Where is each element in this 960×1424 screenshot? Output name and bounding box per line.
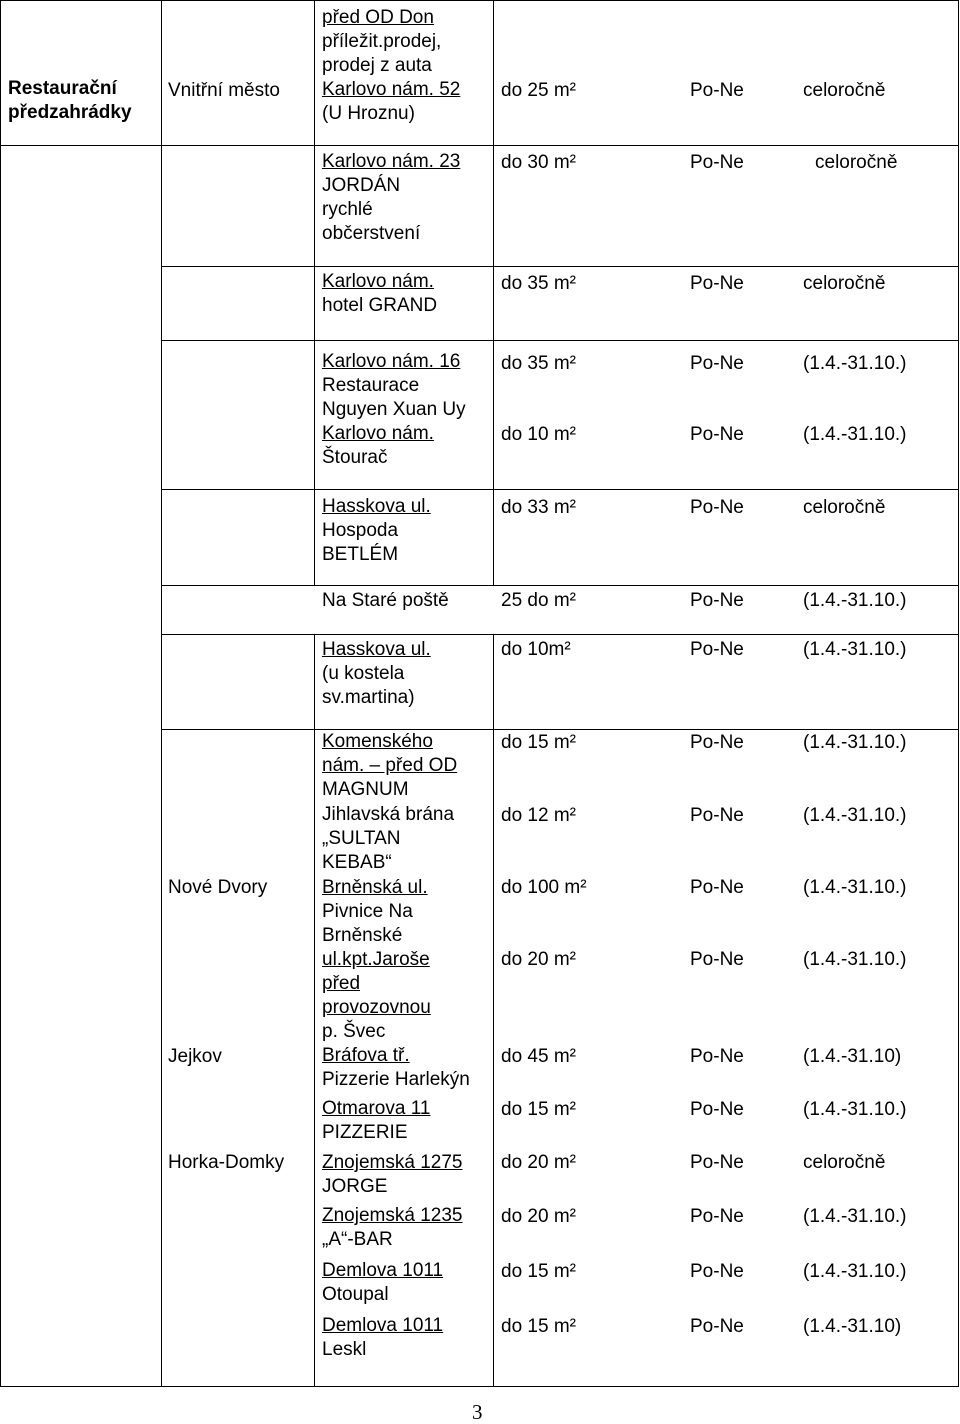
category-row-bottom <box>0 145 161 146</box>
period-cell: (1.4.-31.10.) <box>803 1261 907 1282</box>
area-cell: do 15 m² <box>501 1261 576 1282</box>
col-divider-2b <box>314 634 315 1387</box>
area-cell: do 100 m² <box>501 877 587 898</box>
place-line: Bráfova tř. <box>322 1045 410 1066</box>
area-cell: do 45 m² <box>501 1046 576 1067</box>
table-top-border <box>0 0 959 1</box>
place-line: Otoupal <box>322 1284 389 1305</box>
place-line: Otmarova 11 <box>322 1098 431 1119</box>
days-cell: Po-Ne <box>690 590 744 611</box>
place-line: Karlovo nám. 23 <box>322 151 461 172</box>
days-cell: Po-Ne <box>690 1261 744 1282</box>
place-line: prodej z auta <box>322 55 432 76</box>
area-cell: do 20 m² <box>501 1206 576 1227</box>
place-line: nám. – před OD <box>322 755 458 776</box>
place-line: Znojemská 1235 <box>322 1205 463 1226</box>
district-label: Horka-Domky <box>168 1152 285 1173</box>
period-cell: (1.4.-31.10.) <box>803 424 907 445</box>
days-cell: Po-Ne <box>690 353 744 374</box>
period-cell: celoročně <box>803 80 886 101</box>
place-line: „A“-BAR <box>322 1229 393 1250</box>
place-line: Leskl <box>322 1339 367 1360</box>
place-line: příležit.prodej, <box>322 31 442 52</box>
category-label: Restaurační <box>8 78 117 99</box>
days-cell: Po-Ne <box>690 80 744 101</box>
place-line: Brněnské <box>322 925 403 946</box>
row-line <box>161 340 959 341</box>
place-line: Nguyen Xuan Uy <box>322 399 466 420</box>
district-label: Nové Dvory <box>168 877 268 898</box>
days-cell: Po-Ne <box>690 1316 744 1337</box>
period-cell: (1.4.-31.10.) <box>803 732 907 753</box>
place-line: (u kostela <box>322 663 405 684</box>
area-cell: do 25 m² <box>501 80 576 101</box>
days-cell: Po-Ne <box>690 424 744 445</box>
period-cell: celoročně <box>803 1152 886 1173</box>
place-line: rychlé <box>322 199 373 220</box>
place-line: ul.kpt.Jaroše <box>322 949 430 970</box>
row-line <box>161 585 959 586</box>
row-line <box>161 266 959 267</box>
place-line: Karlovo nám. <box>322 271 434 292</box>
place-line: Štourač <box>322 447 388 468</box>
area-cell: do 15 m² <box>501 1316 576 1337</box>
area-cell: do 20 m² <box>501 1152 576 1173</box>
place-line: JORGE <box>322 1176 388 1197</box>
period-cell: (1.4.-31.10) <box>803 1046 902 1067</box>
place-line: hotel GRAND <box>322 295 438 316</box>
place-line: Hasskova ul. <box>322 639 431 660</box>
area-cell: do 30 m² <box>501 152 576 173</box>
place-line: sv.martina) <box>322 687 415 708</box>
place-line: Hasskova ul. <box>322 496 431 517</box>
place-line: Hospoda <box>322 520 399 541</box>
days-cell: Po-Ne <box>690 639 744 660</box>
col-divider-3b <box>493 634 494 1387</box>
place-line: před OD Don <box>322 7 434 28</box>
row-line <box>161 634 959 635</box>
period-cell: (1.4.-31.10.) <box>803 590 907 611</box>
place-line: Demlova 1011 <box>322 1315 444 1336</box>
page-number: 3 <box>472 1400 483 1424</box>
place-line: před <box>322 973 361 994</box>
district-label: Vnitřní město <box>168 80 280 101</box>
days-cell: Po-Ne <box>690 152 744 173</box>
place-line: Karlovo nám. <box>322 423 434 444</box>
place-line: KEBAB“ <box>322 852 392 873</box>
place-line: Brněnská ul. <box>322 877 428 898</box>
area-cell: do 10 m² <box>501 424 576 445</box>
place-line: (U Hroznu) <box>322 103 415 124</box>
col-divider-1 <box>161 0 162 1387</box>
period-cell: celoročně <box>803 497 886 518</box>
place-line: BETLÉM <box>322 544 399 565</box>
area-cell: do 15 m² <box>501 1099 576 1120</box>
period-cell: (1.4.-31.10.) <box>803 1206 907 1227</box>
place-line: „SULTAN <box>322 828 401 849</box>
area-cell: do 12 m² <box>501 805 576 826</box>
district-label: Jejkov <box>168 1046 222 1067</box>
place-line: Pizzerie Harlekýn <box>322 1069 470 1090</box>
place-line: Karlovo nám. 16 <box>322 351 461 372</box>
period-cell: (1.4.-31.10.) <box>803 1099 907 1120</box>
place-line: Na Staré poště <box>322 590 449 611</box>
days-cell: Po-Ne <box>690 877 744 898</box>
place-line: provozovnou <box>322 997 431 1018</box>
row-line <box>161 729 959 730</box>
place-line: Znojemská 1275 <box>322 1152 463 1173</box>
area-cell: do 35 m² <box>501 273 576 294</box>
place-line: Demlova 1011 <box>322 1260 444 1281</box>
row-line <box>161 145 959 146</box>
row-line <box>161 489 959 490</box>
table-right-border <box>958 0 959 1387</box>
place-line: PIZZERIE <box>322 1122 408 1143</box>
place-line: Jihlavská brána <box>322 804 455 825</box>
period-cell: (1.4.-31.10.) <box>803 805 907 826</box>
area-cell: 25 do m² <box>501 590 576 611</box>
days-cell: Po-Ne <box>690 949 744 970</box>
area-cell: do 33 m² <box>501 497 576 518</box>
days-cell: Po-Ne <box>690 497 744 518</box>
place-line: občerstvení <box>322 223 421 244</box>
place-line: Pivnice Na <box>322 901 413 922</box>
area-cell: do 15 m² <box>501 732 576 753</box>
period-cell: celoročně <box>815 152 898 173</box>
area-cell: do 20 m² <box>501 949 576 970</box>
days-cell: Po-Ne <box>690 1152 744 1173</box>
days-cell: Po-Ne <box>690 273 744 294</box>
period-cell: (1.4.-31.10.) <box>803 949 907 970</box>
days-cell: Po-Ne <box>690 732 744 753</box>
col-divider-2a <box>314 0 315 586</box>
period-cell: (1.4.-31.10.) <box>803 877 907 898</box>
place-line: Karlovo nám. 52 <box>322 79 461 100</box>
place-line: JORDÁN <box>322 175 401 196</box>
days-cell: Po-Ne <box>690 1046 744 1067</box>
place-line: MAGNUM <box>322 779 409 800</box>
days-cell: Po-Ne <box>690 805 744 826</box>
period-cell: celoročně <box>803 273 886 294</box>
area-cell: do 35 m² <box>501 353 576 374</box>
days-cell: Po-Ne <box>690 1206 744 1227</box>
period-cell: (1.4.-31.10) <box>803 1316 902 1337</box>
area-cell: do 10m² <box>501 639 571 660</box>
period-cell: (1.4.-31.10.) <box>803 353 907 374</box>
category-label: předzahrádky <box>8 102 132 123</box>
place-line: Komenského <box>322 731 433 752</box>
period-cell: (1.4.-31.10.) <box>803 639 907 660</box>
place-line: Restaurace <box>322 375 420 396</box>
days-cell: Po-Ne <box>690 1099 744 1120</box>
place-line: p. Švec <box>322 1021 386 1042</box>
col-divider-3a <box>493 0 494 586</box>
table-bottom-border <box>0 1386 959 1387</box>
table-left-border <box>0 0 1 1387</box>
